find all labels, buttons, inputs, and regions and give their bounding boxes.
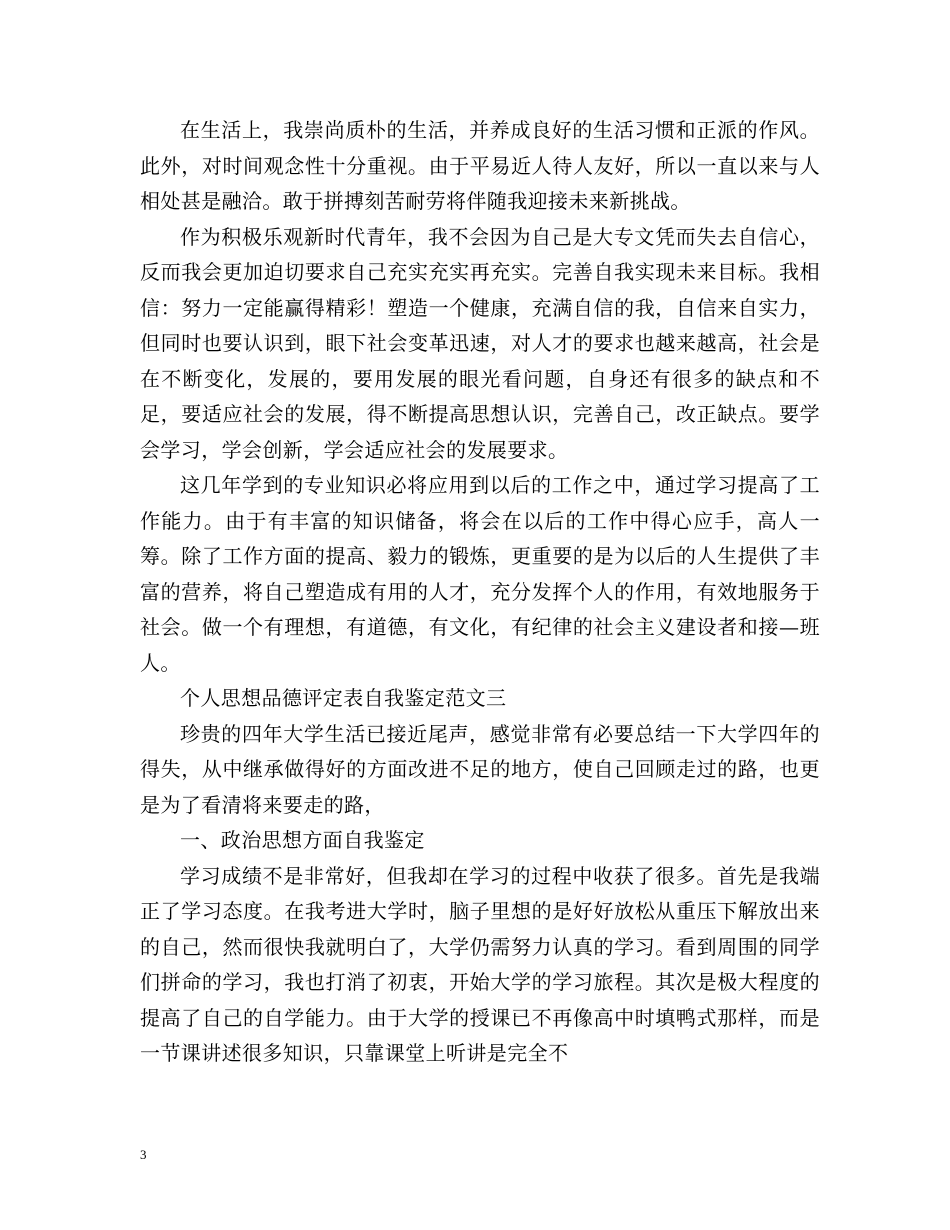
document-body (140, 113, 820, 1072)
section-title: 个人思想品德评定表自我鉴定范文三 (180, 686, 507, 710)
paragraph-professional-knowledge: 这几年学到的专业知识必将应用到以后的工作之中，通过学习提高了工作能力。由于有丰富的知识储备，将会在以后的工作中得心应手，高人一筹。除了工作方面的提高、毅力的锻炼，更重要的是为以后的人生提供了丰富的营养，将自己塑造成有用的人才，充分发挥个人的作用，有效地服务于社会。做一个有理想，有道德，有文化，有纪律的社会主义建设者和接—班人。 (140, 473, 820, 675)
page-number: 3 (140, 1147, 147, 1162)
paragraph-self-confidence: 作为积极乐观新时代青年，我不会因为自己是大专文凭而失去自信心，反而我会更加迫切要求自己充实充实再充实。完善自我实现未来目标。我相信：努力一定能赢得精彩！塑造一个健康，充满自信的我，自信来自实力，但同时也要认识到，眼下社会变革迅速，对人才的要求也越来越高，社会是在不断变化，发展的，要用发展的眼光看问题，自身还有很多的缺点和不足，要适应社会的发展，得不断提高思想认识，完善自己，改正缺点。要学会学习，学会创新，学会适应社会的发展要求。 (140, 224, 820, 462)
subheading-political-thought: 一、政治思想方面自我鉴定 (180, 828, 425, 852)
paragraph-study: 学习成绩不是非常好，但我却在学习的过程中收获了很多。首先是我端正了学习态度。在我考进大学时，脑子里想的是好好放松从重压下解放出来的自己，然而很快我就明白了，大学仍需努力认真的学习。看到周围的同学们拼命的学习，我也打消了初衷，开始大学的学习旅程。其次是极大程度的提高了自己的自学能力。由于大学的授课已不再像高中时填鸭式那样，而是一节课讲述很多知识，只靠课堂上听讲是完全不 (140, 863, 820, 1065)
paragraph-intro: 珍贵的四年大学生活已接近尾声，感觉非常有必要总结一下大学四年的得失，从中继承做得好的方面改进不足的地方，使自己回顾走过的路，也更是为了看清将来要走的路， (140, 721, 820, 817)
paragraph-lifestyle: 在生活上，我崇尚质朴的生活，并养成良好的生活习惯和正派的作风。此外，对时间观念性十分重视。由于平易近人待人友好，所以一直以来与人相处甚是融洽。敢于拼搏刻苦耐劳将伴随我迎接未来新挑战。 (140, 118, 820, 213)
